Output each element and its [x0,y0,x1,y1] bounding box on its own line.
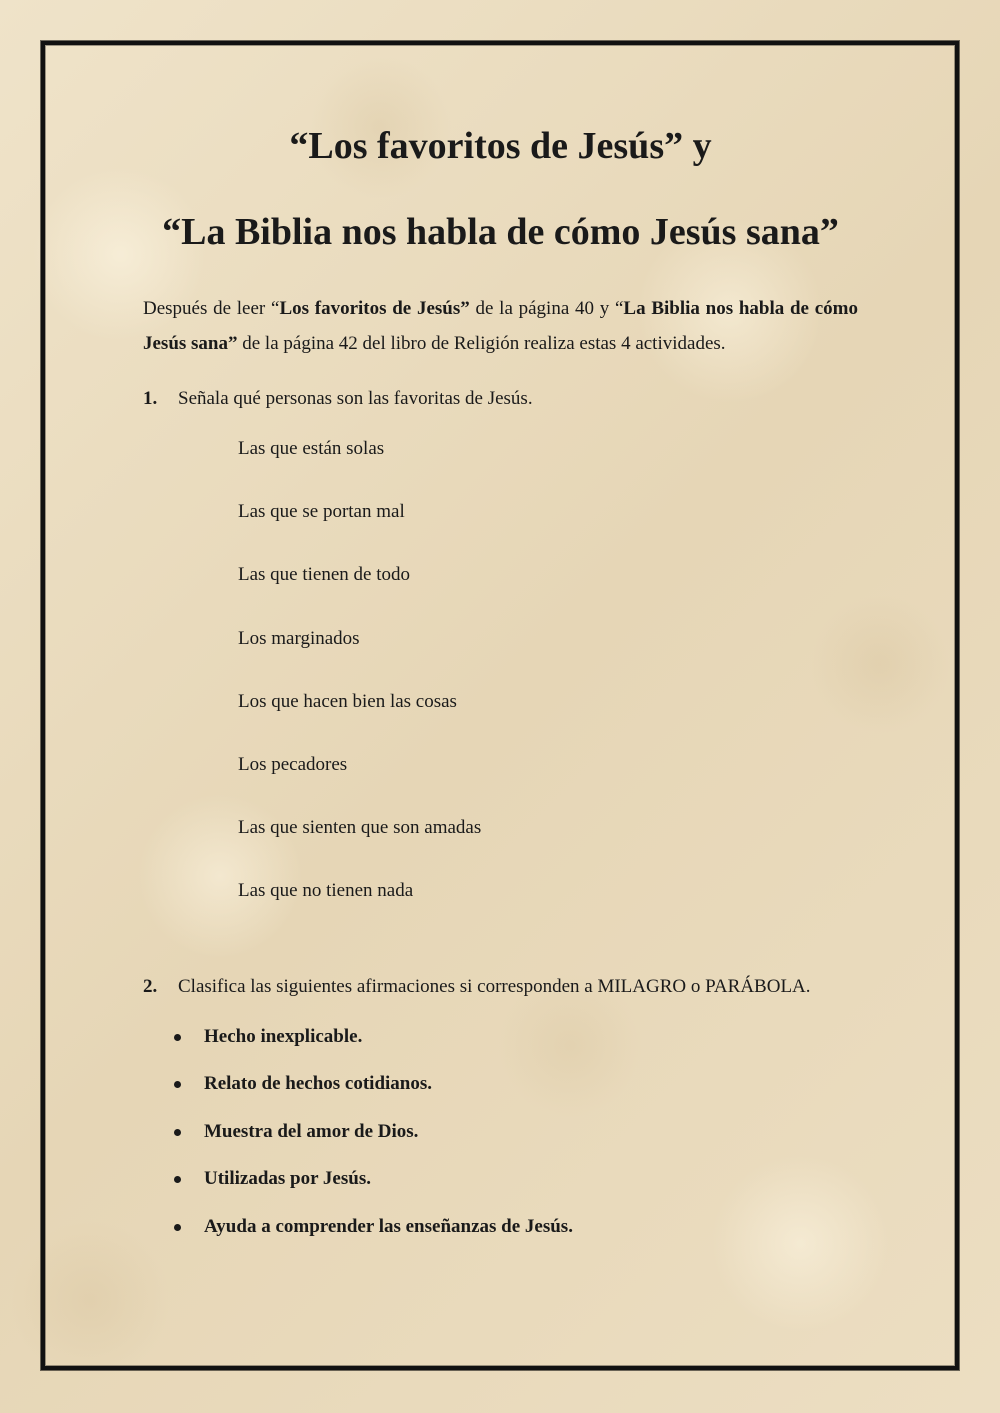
statement-text: Relato de hechos cotidianos. [204,1073,432,1094]
option-item[interactable]: Los que hacen bien las cosas [238,690,457,712]
bullet-icon [174,1081,181,1088]
intro-text-3: de la página 42 del libro de Religión realiza estas 4 actividades. [237,333,726,354]
statement-item[interactable] [143,1167,858,1215]
intro-bold-2: La Biblia nos habla de cómo Jesús sana” [143,298,858,354]
question-1 [143,387,858,411]
question-2-text: Clasifica las siguientes afirmaciones si corresponden a MILAGRO o PARÁBOLA. [178,975,811,997]
statement-item[interactable] [143,1025,858,1073]
question-1-options [143,437,858,943]
bullet-icon [174,1224,181,1231]
question-2-number: 2. [143,975,158,997]
option-item[interactable]: Las que se portan mal [238,501,405,523]
option-item[interactable]: Las que sienten que son amadas [238,817,482,839]
bullet-icon [174,1034,181,1041]
title-line-2: “La Biblia nos habla de cómo Jesús sana” [162,211,839,253]
option-item[interactable]: Las que tienen de todo [238,564,411,586]
statement-item[interactable] [143,1215,858,1263]
statement-text: Muestra del amor de Dios. [204,1120,419,1142]
statement-item[interactable] [143,1120,858,1168]
statement-text: Hecho inexplicable. [204,1025,363,1047]
question-2 [143,975,858,999]
statement-item[interactable] [143,1072,858,1120]
intro-text-2: de la página 40 y “ [469,298,624,319]
question-1-text: Señala qué personas son las favoritas de Jesús. [178,388,533,409]
option-item[interactable]: Las que no tienen nada [238,880,414,902]
intro-bold-1: Los favoritos de Jesús” [279,298,470,319]
option-item[interactable]: Los pecadores [238,753,348,775]
question-2-statements [143,1025,858,1263]
bullet-icon [174,1129,181,1136]
option-item[interactable]: Los marginados [238,627,360,649]
question-1-number: 1. [143,388,158,409]
option-item[interactable]: Las que están solas [238,438,385,459]
instructions-paragraph [143,291,858,361]
title-line-1: “Los favoritos de Jesús” y [289,125,712,167]
statement-text: Ayuda a comprender las enseñanzas de Jesús. [204,1215,573,1237]
statement-text: Utilizadas por Jesús. [204,1168,371,1189]
worksheet-content [143,120,858,1262]
intro-text-1: Después de leer “ [143,298,280,319]
bullet-icon [174,1176,181,1183]
